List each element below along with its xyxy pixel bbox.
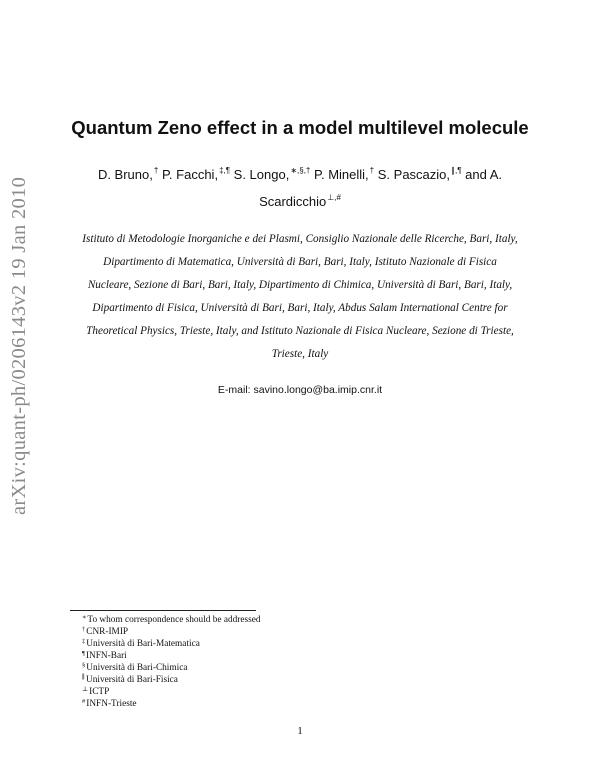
- author-affil-mark: †: [369, 166, 375, 175]
- affiliation-line: Istituto di Metodologie Inorganiche e dei Plasmi, Consiglio Nazionale delle Ricerche, Bari, Italy,: [82, 233, 518, 245]
- footnote-mark: ⊥: [82, 686, 89, 693]
- affiliation-line: Theoretical Physics, Trieste, Italy, and Istituto Nazionale di Fisica Nucleare, Sezione di Trieste,: [86, 325, 514, 337]
- footnote-text: Università di Bari-Fisica: [86, 675, 178, 685]
- author-name: P. Facchi,: [161, 167, 219, 182]
- footnote: [82, 696, 137, 710]
- footnote-mark: ¶: [82, 650, 85, 657]
- affiliation-line: Trieste, Italy: [271, 348, 329, 360]
- footnote-mark: ∗: [82, 614, 87, 621]
- affiliation-line: Dipartimento di Matematica, Università di Bari, Bari, Italy, Istituto Nazionale di Fisica: [103, 256, 497, 268]
- contact-email: E-mail: savino.longo@ba.imip.cnr.it: [217, 384, 383, 396]
- footnote-text: Università di Bari-Matematica: [86, 639, 200, 649]
- author-affil-mark: ⊥,#: [327, 193, 341, 202]
- author-affil-mark: ∗,§,†: [290, 166, 311, 175]
- affiliation-line: Dipartimento di Fisica, Università di Bari, Bari, Italy, Abdus Salam International Centre for: [92, 302, 508, 314]
- footnote-mark: †: [82, 626, 86, 633]
- page-number: 1: [297, 725, 303, 737]
- footnote-text: INFN-Bari: [85, 651, 127, 661]
- footnote-text: To whom correspondence should be addressed: [87, 615, 261, 625]
- author-affil-mark: ∥,¶: [451, 166, 462, 175]
- affiliation-line: Nucleare, Sezione di Bari, Bari, Italy, Dipartimento di Chimica, Università di Bari, Bari, Italy,: [87, 279, 513, 291]
- author-name: S. Longo,: [233, 167, 290, 182]
- footnote-mark: §: [82, 662, 86, 669]
- footnote-mark: ‡: [82, 638, 86, 645]
- author-name: Scardicchio: [259, 194, 327, 209]
- footnote-divider: [70, 610, 256, 611]
- author-name: P. Minelli,: [313, 167, 369, 182]
- footnote-mark: ∥: [82, 674, 86, 681]
- footnote-mark: #: [82, 698, 86, 705]
- footnote-text: CNR-IMIP: [86, 627, 129, 637]
- author-line-1: [0, 166, 600, 182]
- paper-title: Quantum Zeno effect in a model multilevel molecule: [71, 117, 529, 138]
- footnote-text: INFN-Trieste: [86, 699, 137, 709]
- author-name: S. Pascazio,: [377, 167, 451, 182]
- author-name: D. Bruno,: [97, 167, 153, 182]
- footnote-text: Università di Bari-Chimica: [86, 663, 188, 673]
- footnote-text: ICTP: [89, 687, 110, 697]
- author-affil-mark: †: [153, 166, 159, 175]
- author-line-2: [0, 193, 600, 209]
- author-affil-mark: ‡,¶: [219, 166, 231, 175]
- arxiv-stamp: arXiv:quant-ph/0206143v2 19 Jan 2010: [8, 176, 30, 515]
- author-name: and A.: [465, 167, 503, 182]
